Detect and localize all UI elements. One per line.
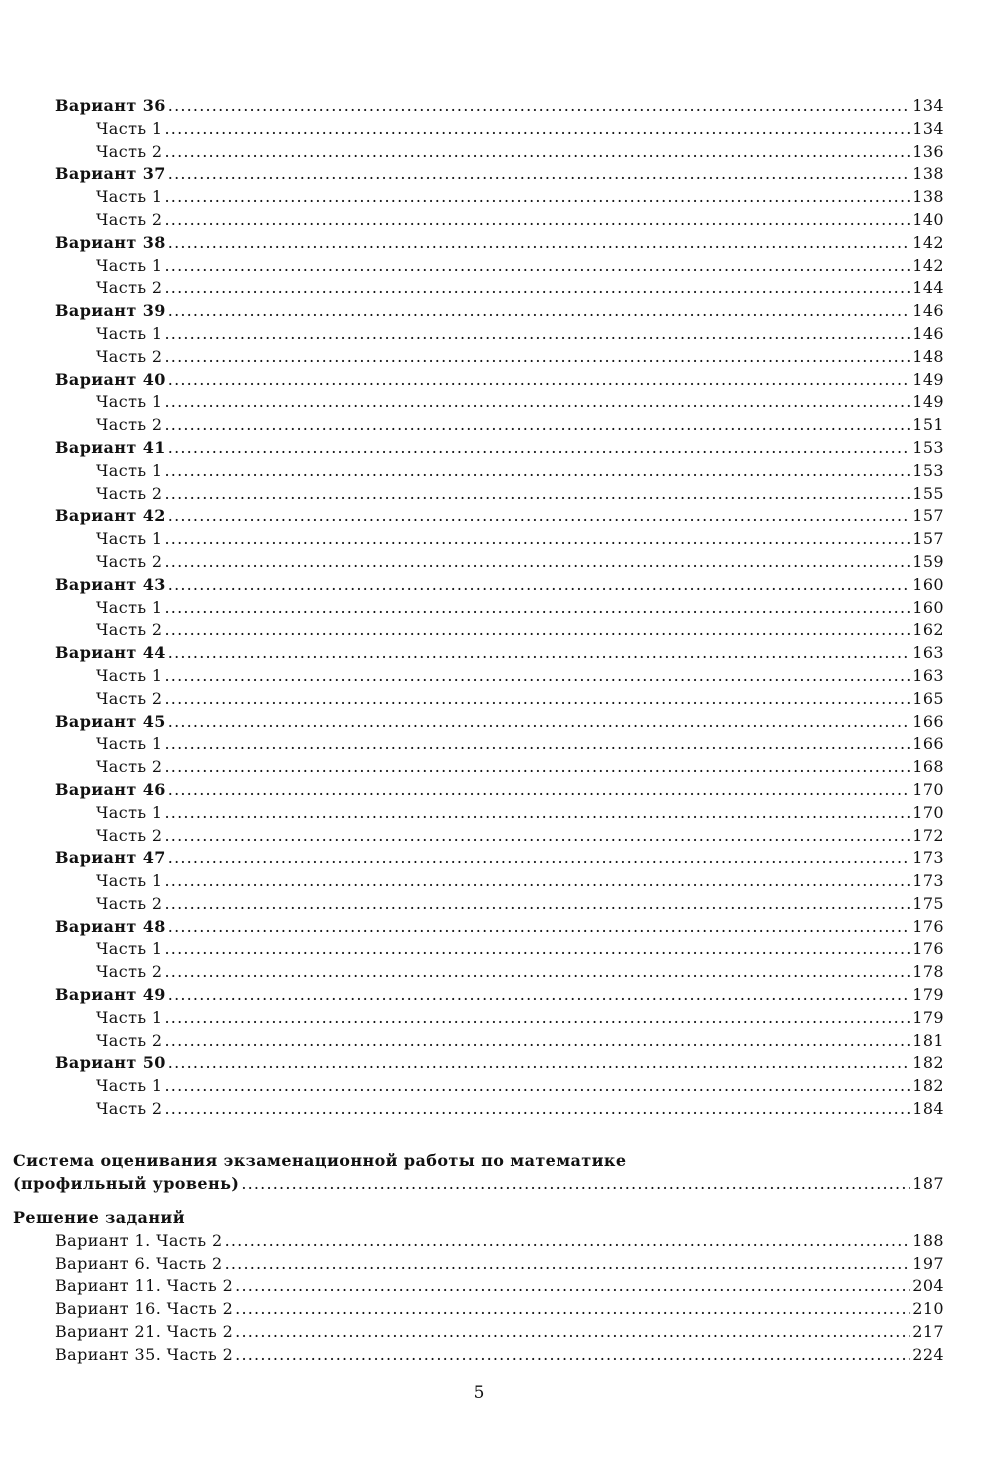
toc-page: 138 [912,164,944,184]
toc-page: 173 [912,871,944,891]
table-of-contents [0,95,1000,1121]
toc-label: Часть 1 [96,665,163,685]
solutions-section [0,1207,1000,1367]
toc-label: Вариант 16. Часть 2 [55,1299,234,1319]
leader-dots [165,733,911,756]
toc-label: Часть 2 [96,757,163,777]
toc-label: Часть 1 [96,529,163,549]
toc-label: Вариант 39 [55,301,166,321]
leader-dots [225,1253,911,1276]
toc-page: 157 [912,506,944,526]
toc-label: Вариант 37 [55,164,166,184]
toc-row[interactable] [0,369,1000,392]
solutions-list [0,1230,1000,1367]
toc-page: 149 [912,369,944,389]
leader-dots [165,756,911,779]
leader-dots [235,1298,910,1321]
toc-page: 182 [912,1053,944,1073]
toc-label: Часть 1 [96,187,163,207]
toc-label: Часть 2 [96,483,163,503]
toc-label: Часть 1 [96,597,163,617]
toc-page: 173 [912,848,944,868]
leader-dots [165,414,911,437]
toc-label: Вариант 42 [55,506,166,526]
leader-dots [165,346,911,369]
leader-dots [241,1173,910,1196]
toc-page: 163 [912,643,944,663]
toc-row[interactable] [0,232,1000,255]
toc-page: 142 [912,232,944,252]
leader-dots [165,209,911,232]
leader-dots [165,483,911,506]
toc-label: Часть 2 [96,141,163,161]
toc-label: Часть 1 [96,323,163,343]
toc-row[interactable] [0,825,1000,848]
leader-dots [235,1344,910,1367]
toc-row[interactable] [0,118,1000,141]
solutions-heading: Решение заданий [13,1208,185,1227]
leader-dots [165,551,911,574]
toc-page: 217 [912,1321,944,1341]
toc-page: 134 [912,118,944,138]
toc-page: 146 [912,301,944,321]
toc-row[interactable] [0,916,1000,939]
toc-label: Часть 1 [96,871,163,891]
toc-page: 175 [912,893,944,913]
toc-row[interactable] [0,688,1000,711]
toc-page: 176 [912,939,944,959]
toc-page: 157 [912,529,944,549]
toc-row[interactable] [0,1275,1000,1298]
toc-page: 163 [912,665,944,685]
toc-row[interactable] [0,163,1000,186]
leader-dots [235,1275,910,1298]
toc-row[interactable] [0,209,1000,232]
toc-page: 146 [912,323,944,343]
leader-dots [168,505,910,528]
toc-page: 166 [912,711,944,731]
toc-label: Часть 1 [96,460,163,480]
leader-dots [168,642,910,665]
toc-page: 144 [912,278,944,298]
toc-row[interactable] [0,1075,1000,1098]
toc-page: 210 [912,1299,944,1319]
toc-row[interactable] [0,255,1000,278]
leader-dots [165,186,911,209]
toc-row[interactable] [0,574,1000,597]
toc-label: Вариант 46 [55,779,166,799]
toc-label: Часть 1 [96,392,163,412]
toc-row[interactable] [0,642,1000,665]
toc-label: Вариант 48 [55,916,166,936]
leader-dots [168,1052,910,1075]
toc-page: 166 [912,734,944,754]
leader-dots [165,870,911,893]
toc-page: 181 [912,1030,944,1050]
toc-row[interactable] [0,1052,1000,1075]
toc-page: 153 [912,437,944,457]
leader-dots [165,1007,911,1030]
leader-dots [168,369,910,392]
toc-page: 140 [912,209,944,229]
toc-label: Часть 2 [96,825,163,845]
leader-dots [165,597,911,620]
toc-page: 170 [912,779,944,799]
toc-page: 160 [912,597,944,617]
toc-row[interactable] [0,414,1000,437]
toc-row[interactable] [0,619,1000,642]
toc-row[interactable] [0,1173,1000,1196]
leader-dots [165,619,911,642]
toc-page: 179 [912,1007,944,1027]
toc-page: 138 [912,187,944,207]
toc-page: 149 [912,392,944,412]
toc-page: 148 [912,346,944,366]
toc-row[interactable] [0,733,1000,756]
toc-page: 188 [912,1230,944,1250]
toc-page: 134 [912,96,944,115]
toc-label: Вариант 36 [55,96,166,115]
toc-row[interactable] [0,961,1000,984]
leader-dots [168,437,910,460]
toc-label: Вариант 1. Часть 2 [55,1230,223,1250]
toc-row[interactable] [0,1230,1000,1253]
toc-row[interactable] [0,711,1000,734]
leader-dots [165,1098,911,1121]
toc-row[interactable] [0,323,1000,346]
page-number: 5 [473,1383,485,1403]
toc-label: Вариант 47 [55,848,166,868]
toc-page: 170 [912,802,944,822]
toc-row[interactable] [0,300,1000,323]
toc-page: 197 [912,1253,944,1273]
leader-dots [165,391,911,414]
leader-dots [168,95,910,118]
toc-row[interactable] [0,893,1000,916]
toc-row[interactable] [0,938,1000,961]
toc-row[interactable] [0,346,1000,369]
leader-dots [165,141,911,164]
toc-label: Вариант 6. Часть 2 [55,1253,223,1273]
leader-dots [168,300,910,323]
leader-dots [165,802,911,825]
leader-dots [168,847,910,870]
toc-page: 176 [912,916,944,936]
leader-dots [165,1075,911,1098]
leader-dots [165,255,911,278]
toc-row[interactable] [0,1098,1000,1121]
toc-page: 160 [912,574,944,594]
toc-label: Вариант 38 [55,232,166,252]
toc-page: 168 [912,757,944,777]
toc-page: 159 [912,551,944,571]
toc-row[interactable] [0,779,1000,802]
leader-dots [168,916,910,939]
leader-dots [165,893,911,916]
leader-dots [168,779,910,802]
leader-dots [165,277,911,300]
toc-label: Вариант 41 [55,437,166,457]
toc-page: 187 [912,1173,944,1193]
toc-page: 224 [912,1344,944,1364]
toc-row[interactable] [0,802,1000,825]
leader-dots [165,460,911,483]
leader-dots [165,688,911,711]
leader-dots [165,825,911,848]
toc-label: Часть 1 [96,1007,163,1027]
toc-label: Часть 2 [96,962,163,982]
leader-dots [235,1321,910,1344]
toc-page: 179 [912,985,944,1005]
toc-label: Часть 2 [96,346,163,366]
toc-page: 182 [912,1076,944,1096]
toc-row[interactable] [0,1321,1000,1344]
leader-dots [168,711,910,734]
toc-label: Часть 1 [96,939,163,959]
leader-dots [168,232,910,255]
toc-label: Вариант 45 [55,711,166,731]
toc-page: 155 [912,483,944,503]
toc-label: Вариант 43 [55,574,166,594]
toc-label: Часть 1 [96,1076,163,1096]
toc-label: Вариант 44 [55,643,166,663]
toc-page: 204 [912,1276,944,1296]
toc-label: Часть 2 [96,688,163,708]
toc-row[interactable] [0,460,1000,483]
toc-row[interactable] [0,1344,1000,1367]
toc-label: Часть 2 [96,278,163,298]
toc-label: Вариант 49 [55,985,166,1005]
leader-dots [165,323,911,346]
leader-dots [168,163,910,186]
toc-row[interactable] [0,186,1000,209]
toc-page: 142 [912,255,944,275]
leader-dots [168,574,910,597]
toc-label: Часть 2 [96,1099,163,1119]
toc-row[interactable] [0,483,1000,506]
toc-row[interactable] [0,277,1000,300]
toc-row[interactable] [0,95,1000,118]
toc-row[interactable] [0,528,1000,551]
toc-row[interactable] [0,984,1000,1007]
toc-label: Вариант 50 [55,1053,166,1073]
toc-label: Вариант 35. Часть 2 [55,1344,234,1364]
toc-row[interactable] [0,847,1000,870]
toc-page: 178 [912,962,944,982]
toc-page: 136 [912,141,944,161]
leader-dots [225,1230,911,1253]
assessment-entry [0,1150,1000,1196]
toc-label: Часть 2 [96,209,163,229]
toc-row[interactable] [0,437,1000,460]
toc-row[interactable] [0,1253,1000,1276]
leader-dots [165,118,911,141]
toc-label: Часть 2 [96,893,163,913]
leader-dots [165,1030,911,1053]
toc-row[interactable] [0,391,1000,414]
toc-label: Часть 1 [96,802,163,822]
toc-label: Вариант 21. Часть 2 [55,1321,234,1341]
toc-label: Часть 1 [96,118,163,138]
toc-row[interactable] [0,505,1000,528]
toc-row[interactable] [0,870,1000,893]
toc-row[interactable] [0,597,1000,620]
toc-page: 165 [912,688,944,708]
toc-label: (профильный уровень) [13,1173,240,1193]
toc-label: Часть 2 [96,1030,163,1050]
toc-label: Часть 2 [96,620,163,640]
leader-dots [165,665,911,688]
toc-page: 184 [912,1099,944,1119]
toc-page: 162 [912,620,944,640]
toc-row[interactable] [0,1007,1000,1030]
leader-dots [165,961,911,984]
toc-label: Вариант 11. Часть 2 [55,1276,234,1296]
toc-label: Вариант 40 [55,369,166,389]
leader-dots [168,984,910,1007]
toc-page: 172 [912,825,944,845]
assessment-title-line: Система оценивания экзаменационной работы по математике [13,1151,627,1170]
toc-label: Часть 1 [96,734,163,754]
toc-row[interactable] [0,1298,1000,1321]
toc-label: Часть 1 [96,255,163,275]
toc-row[interactable] [0,756,1000,779]
toc-page: 153 [912,460,944,480]
leader-dots [165,528,911,551]
toc-label: Часть 2 [96,551,163,571]
toc-row[interactable] [0,551,1000,574]
toc-row[interactable] [0,1030,1000,1053]
toc-row[interactable] [0,665,1000,688]
toc-page: 151 [912,415,944,435]
toc-label: Часть 2 [96,415,163,435]
toc-row[interactable] [0,141,1000,164]
leader-dots [165,938,911,961]
